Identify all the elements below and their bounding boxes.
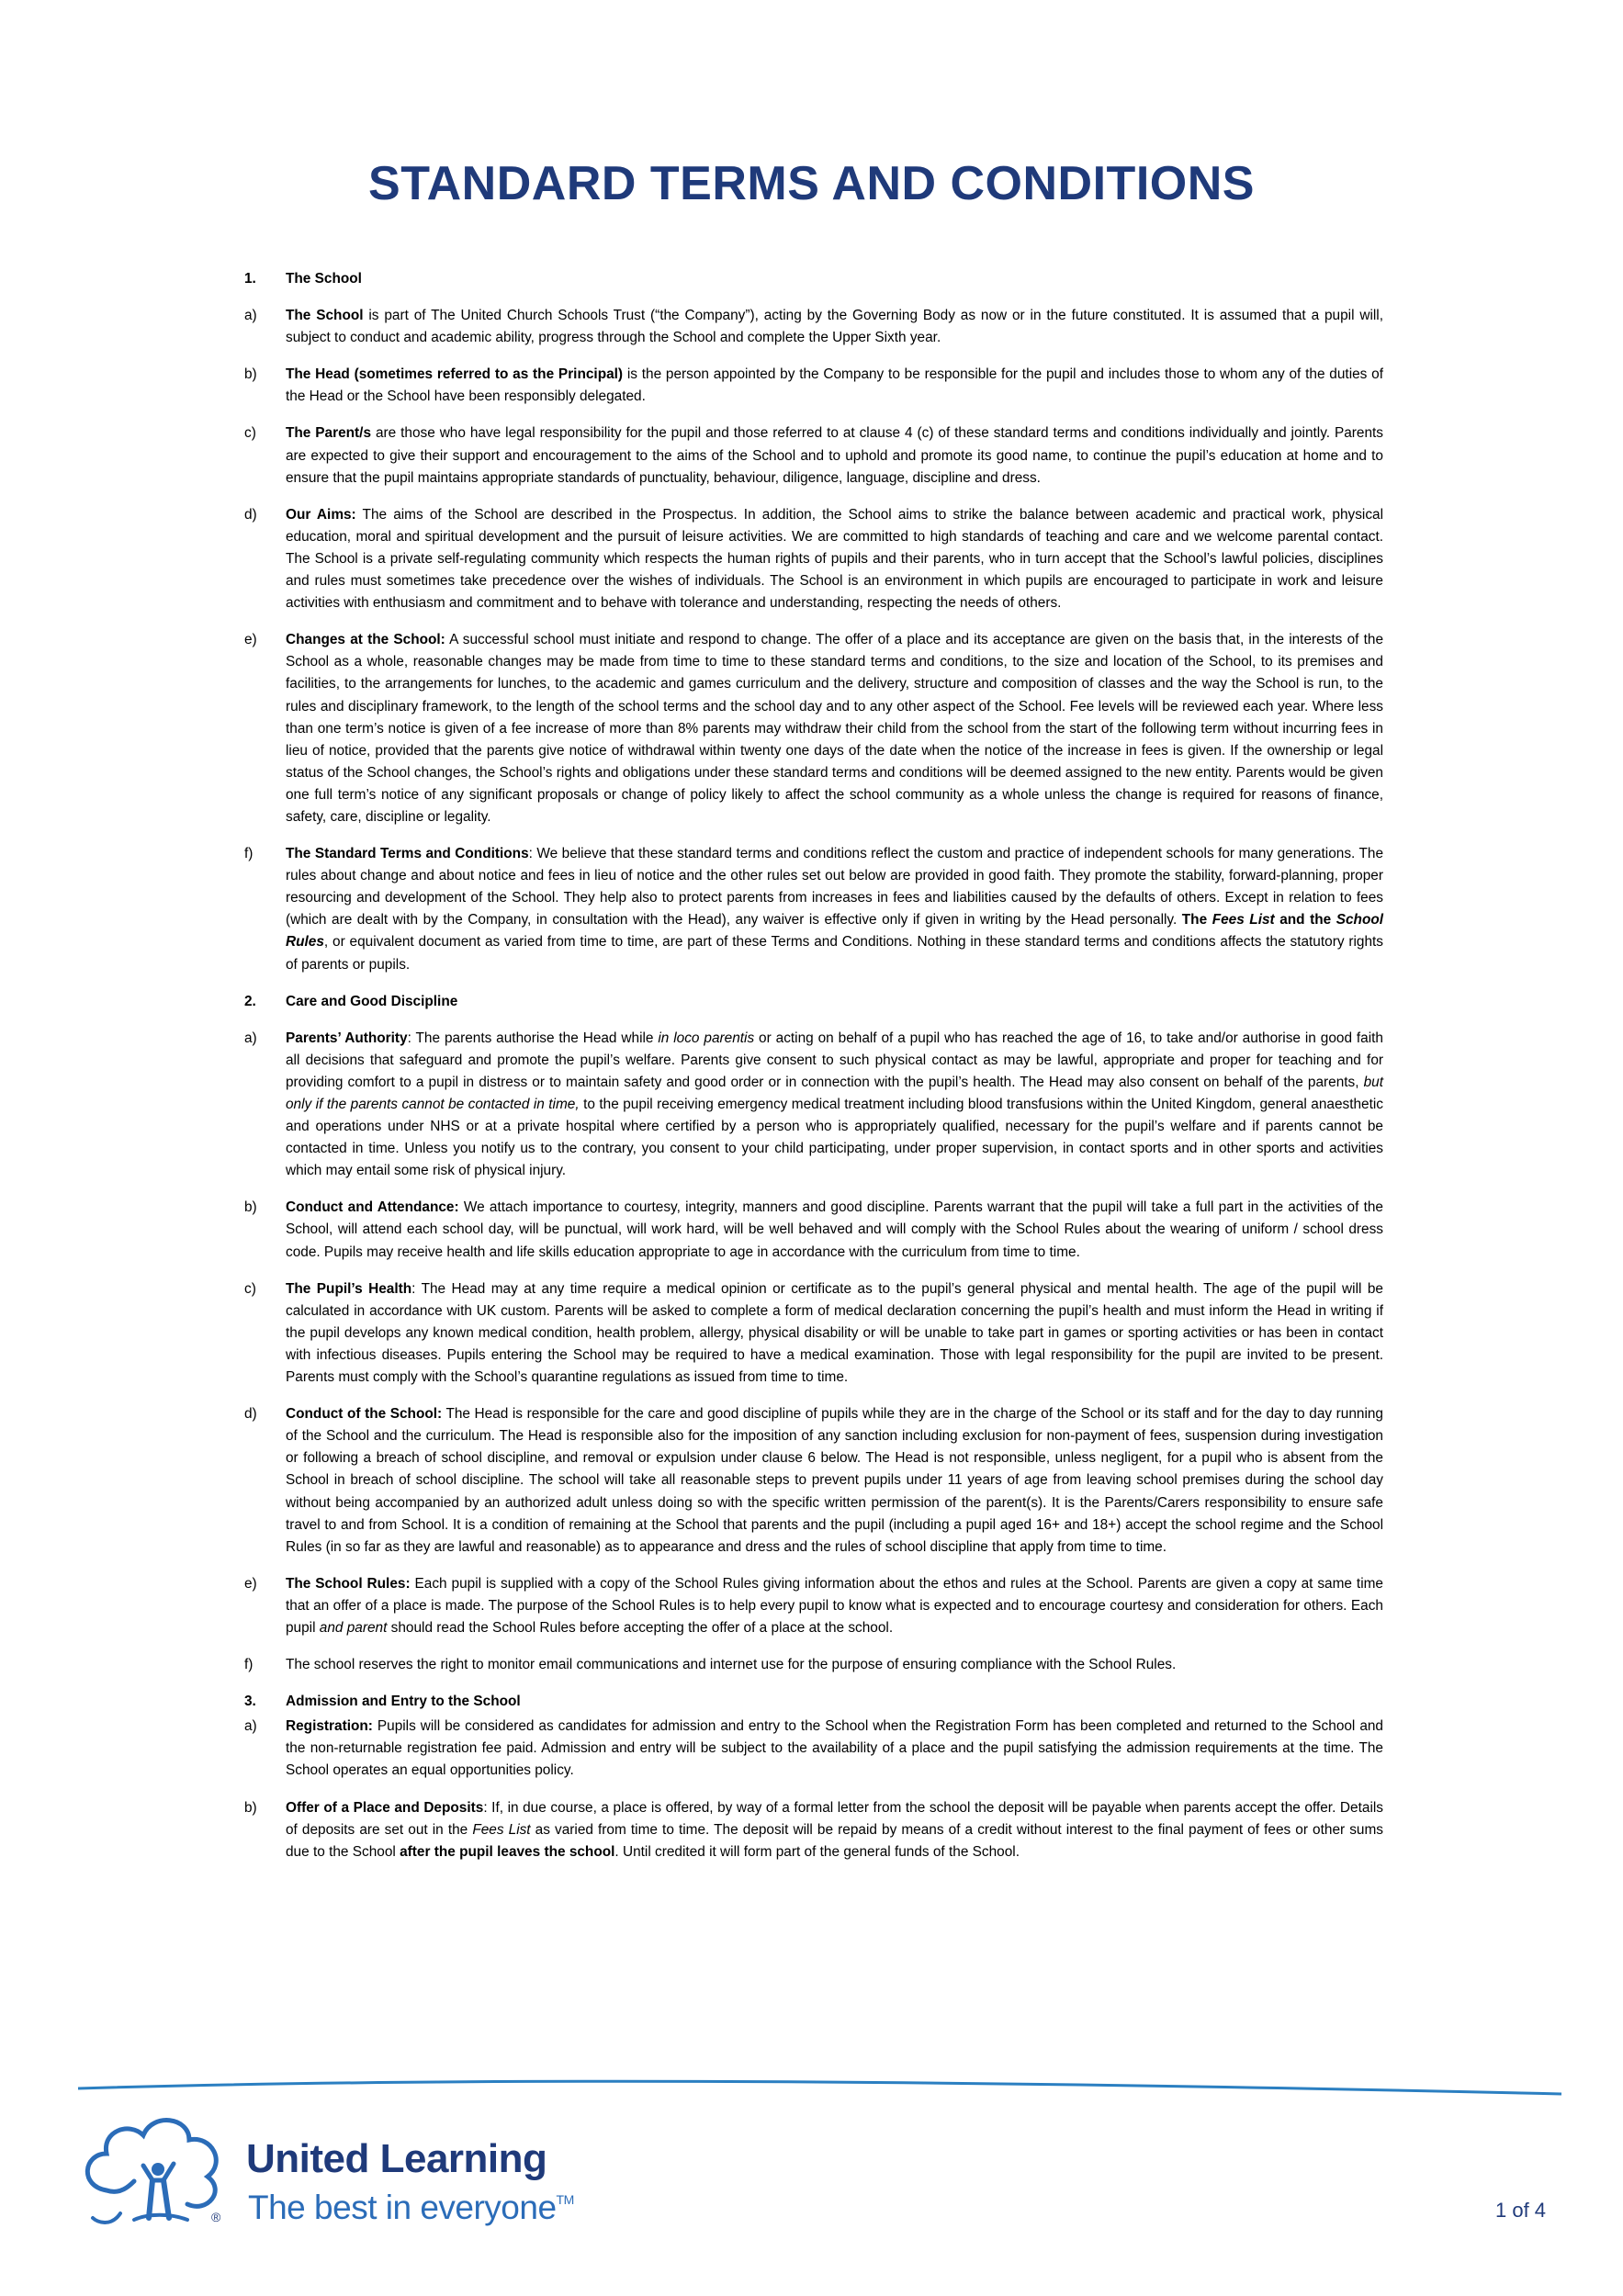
clause-emphasis: but only if the parents cannot be contacted in time, bbox=[286, 1074, 1383, 1112]
clause-label: f) bbox=[244, 846, 254, 862]
clause-body: : We believe that these standard terms and conditions reflect the custom and practice of independent schools for many generations. The rules about change and about notice and fees in lieu of notice and the other rules set out below are provided in good faith. They promote the stability, forward-planning, proper resourcing and development of the School. They help also to protect parents from increases in fees and liabilities caused by the defaults of others. Except in relation to fees (which are dealt with by the Company, in consultation with the Head), any waiver is effective only if given in writing by the Head personally. bbox=[286, 846, 1383, 929]
clause-term: The Standard Terms and Conditions bbox=[286, 846, 529, 862]
clause-1d bbox=[244, 504, 1383, 614]
clause-label: f) bbox=[244, 1657, 254, 1673]
clause-text bbox=[286, 1797, 1383, 1863]
clause-2b bbox=[244, 1197, 1383, 1263]
clause-text bbox=[286, 1278, 1383, 1389]
clause-3a bbox=[244, 1716, 1383, 1782]
clause-body: : The parents authorise the Head while bbox=[407, 1030, 659, 1046]
terms-body bbox=[244, 268, 1383, 1878]
clause-label: e) bbox=[244, 632, 257, 648]
clause-2a bbox=[244, 1028, 1383, 1183]
clause-text bbox=[286, 1028, 1383, 1183]
clause-term: Parents’ Authority bbox=[286, 1030, 408, 1046]
clause-label: d) bbox=[244, 506, 257, 523]
clause-1c bbox=[244, 422, 1383, 489]
section-3-heading bbox=[244, 1691, 1383, 1713]
document-title: STANDARD TERMS AND CONDITIONS bbox=[368, 157, 1255, 210]
clause-body: : The Head may at any time require a medical opinion or certificate as to the pupil’s general physical and mental health. The age of the pupil will be calculated in accordance with UK custom. Parents will be asked to complete a form of medical declaration concerning the pupil’s health and must inform the Head in writing if the pupil develops any known medical condition, health problem, allergy, physical disability or will be unable to take part in games or sporting activities or has been in contact with infectious diseases. Pupils entering the School may be required to have a medical examination. Those with legal responsibility for the pupil are invited to be present. Parents must comply with the School’s quarantine regulations as issued from time to time. bbox=[286, 1280, 1383, 1386]
clause-label: b) bbox=[244, 366, 257, 383]
clause-emphasis: after the pupil leaves the school bbox=[400, 1843, 615, 1860]
clause-label: a) bbox=[244, 308, 257, 324]
clause-body: should read the School Rules before accepting the offer of a place at the school. bbox=[387, 1619, 894, 1636]
clause-text bbox=[286, 364, 1383, 408]
clause-1b bbox=[244, 364, 1383, 408]
clause-text bbox=[286, 1403, 1383, 1559]
section-number: 1. bbox=[244, 271, 256, 287]
section-number: 2. bbox=[244, 993, 256, 1009]
clause-body: A successful school must initiate and respond to change. The offer of a place and its acceptance are given on the basis that, in the interests of the School as a whole, reasonable changes may be made from time to time to these standard terms and conditions, to the size and location of the School, to its premises and facilities, to the arrangements for lunches, to the academic and games curriculum and the delivery, structure and composition of classes and the way the School is run, to the rules and disciplinary framework, to the length of the school terms and the school day and to any other aspect of the School. Fee levels will be reviewed each year. Where less than one term’s notice is given of a fee increase of more than 8% parents may withdraw their child from the school from the start of the following term without incurring fees in lieu of notice, provided that the parents give notice of withdrawal within twenty one days of the date when the notice of the increase in fees is given. If the ownership or legal status of the School changes, the School’s rights and obligations under these standard terms and conditions will be deemed assigned to the new entity. Parents would be given one full term’s notice of any significant proposals or change of policy likely to affect the school community as a whole unless the change is required for reasons of finance, safety, care, discipline or legality. bbox=[286, 632, 1384, 825]
clause-text bbox=[286, 843, 1383, 976]
section-title: The School bbox=[286, 271, 362, 287]
clause-text bbox=[286, 629, 1383, 828]
clause-body: . Until credited it will form part of the general funds of the School. bbox=[614, 1843, 1020, 1860]
clause-text bbox=[286, 305, 1383, 349]
clause-text bbox=[286, 1716, 1383, 1782]
clause-emphasis: and parent bbox=[319, 1619, 388, 1636]
clause-term: Offer of a Place and Deposits bbox=[286, 1799, 484, 1816]
clause-emphasis: School Rules bbox=[286, 912, 1384, 951]
clause-text bbox=[286, 1573, 1383, 1639]
clause-body: The Head is responsible for the care and good discipline of pupils while they are in the charge of the School or its staff and for the day to day running of the School and the curriculum. The Head is responsible also for the imposition of any sanction including exclusion for non-payment of fees, suspension during investigation or following a breach of school discipline, and removal or expulsion under clause 6 below. The Head is not responsible, unless negligent, for a pupil who is absent from the School in breach of school discipline. The school will take all reasonable steps to prevent pupils under 11 years of age from leaving school premises during the school day without being accompanied by an authorized adult unless doing so with the specific written permission of the parent(s). It is the Parents/Carers responsibility to ensure safe travel to and from School. It is a condition of remaining at the School that parents and the pupil (including a pupil aged 16+ and 18+) accept the school regime and the School Rules (in so far as they are lawful and reasonable) as to appearance and dress and the rules of school discipline that apply from time to time. bbox=[286, 1406, 1383, 1555]
registered-mark: ® bbox=[211, 2210, 221, 2224]
clause-1f bbox=[244, 843, 1383, 976]
clause-body: are those who have legal responsibility for the pupil and those referred to at clause 4 (c) of these standard terms and conditions individually and jointly. Parents are expected to give their support and encouragement to the aims of the School and to uphold and promote its good name, to continue the pupil’s education at home and to ensure that the pupil maintains appropriate standards of punctuality, behaviour, diligence, language, discipline and dress. bbox=[286, 425, 1384, 486]
clause-term: Conduct and Attendance: bbox=[286, 1199, 459, 1216]
clause-term: Changes at the School: bbox=[286, 632, 445, 648]
brand-tagline bbox=[248, 2189, 574, 2227]
section-title: Care and Good Discipline bbox=[286, 993, 458, 1009]
trademark-mark: TM bbox=[556, 2192, 574, 2207]
clause-body: Each pupil is supplied with a copy of the School Rules giving information about the ethos and rules at the School. Parents are given a copy at same time that an offer of a place is made. The purpose of the School Rules is to help every pupil to know what is expected and to encourage courtesy and consideration for others. Each pupil bbox=[286, 1575, 1383, 1636]
clause-term: The Parent/s bbox=[286, 425, 372, 442]
clause-emphasis: Fees List bbox=[1212, 912, 1275, 929]
clause-body: as varied from time to time. The deposit will be repaid by means of a credit without interest to the final payment of fees or other sums due to the School bbox=[286, 1821, 1383, 1860]
clause-body: to the pupil receiving emergency medical treatment including blood transfusions within the United Kingdom, general anaesthetic and operations under NHS or at a private hospital where certified by a person who is appropriately qualified, necessary for the pupil’s welfare and if parents cannot be contacted in time. Unless you notify us to the contrary, you consent to your child participating, under proper supervision, in contact sports and in other sports and activities which may entail some risk of physical injury. bbox=[286, 1097, 1383, 1179]
section-1-heading bbox=[244, 268, 1383, 290]
brand-tagline-text: The best in everyone bbox=[248, 2189, 557, 2226]
clause-term: The Head (sometimes referred to as the Principal) bbox=[286, 366, 624, 383]
clause-emphasis: in loco parentis bbox=[658, 1030, 755, 1046]
clause-1e bbox=[244, 629, 1383, 828]
clause-3b bbox=[244, 1797, 1383, 1863]
section-title: Admission and Entry to the School bbox=[286, 1694, 521, 1710]
clause-label: e) bbox=[244, 1575, 257, 1592]
clause-2c bbox=[244, 1278, 1383, 1389]
section-2-heading bbox=[244, 991, 1383, 1013]
clause-body: is the person appointed by the Company to be responsible for the pupil and includes those to whom any of the duties of the Head or the School have been responsibly delegated. bbox=[286, 366, 1383, 405]
clause-label: a) bbox=[244, 1030, 257, 1046]
clause-emphasis: Fees List bbox=[472, 1821, 531, 1838]
clause-text bbox=[286, 1197, 1383, 1263]
clause-body: We attach importance to courtesy, integrity, manners and good discipline. Parents warrant that the pupil will take a full part in the activities of the School, will attend each school day, will be punctual, will work hard, will be well behaved and will comply with the School Rules about the wearing of uniform / school dress code. Pupils may receive health and life skills education appropriate to age in accordance with the curriculum from time to time. bbox=[286, 1199, 1383, 1260]
clause-term: The School Rules: bbox=[286, 1575, 411, 1592]
clause-label: d) bbox=[244, 1406, 257, 1423]
clause-label: b) bbox=[244, 1799, 257, 1816]
clause-term: Registration: bbox=[286, 1718, 373, 1735]
clause-term: The School bbox=[286, 308, 364, 324]
footer-swoosh-line bbox=[73, 2068, 1580, 2105]
section-number: 3. bbox=[244, 1694, 256, 1710]
clause-body: Pupils will be considered as candidates for admission and entry to the School when the Registration Form has been completed and returned to the School and the non-returnable registration fee paid. Admission and entry will be subject to the availability of a place and the pupil satisfying the admission requirements at the time. The School operates an equal opportunities policy. bbox=[286, 1718, 1383, 1779]
clause-emphasis: The bbox=[1181, 912, 1212, 929]
clause-label: c) bbox=[244, 425, 256, 442]
clause-2f bbox=[244, 1654, 1383, 1676]
clause-body: , or equivalent document as varied from time to time, are part of these Terms and Conditions. Nothing in these standard terms and conditions affects the statutory rights of parents or pupils. bbox=[286, 934, 1383, 973]
page-number: 1 of 4 bbox=[1495, 2199, 1547, 2222]
clause-1a bbox=[244, 305, 1383, 349]
clause-emphasis: and the bbox=[1274, 912, 1336, 929]
clause-body: The aims of the School are described in the Prospectus. In addition, the School aims to strike the balance between academic and practical work, physical education, moral and spiritual development and the pursuit of leisure activities. We are committed to high standards of teaching and care and we welcome parental contact. The School is a private self-regulating community which respects the human rights of pupils and their parents, who in turn accept that the School’s lawful policies, disciplines and rules must sometimes take precedence over the wishes of individuals. The School is an environment in which pupils are encouraged to participate in work and leisure activities with enthusiasm and commitment and to behave with tolerance and understanding, respecting the needs of others. bbox=[286, 506, 1383, 612]
clause-text bbox=[286, 422, 1383, 489]
clause-label: a) bbox=[244, 1718, 257, 1735]
clause-text bbox=[286, 504, 1383, 614]
clause-label: b) bbox=[244, 1199, 257, 1216]
clause-2e bbox=[244, 1573, 1383, 1639]
clause-term: Conduct of the School: bbox=[286, 1406, 443, 1423]
brand-name: United Learning bbox=[246, 2136, 547, 2181]
clause-body: : If, in due course, a place is offered, by way of a formal letter from the school the deposit will be payable when parents accept the offer. Details of deposits are set out in the bbox=[286, 1799, 1383, 1838]
clause-body: is part of The United Church Schools Trust (“the Company”), acting by the Governing Body as now or in the future constituted. It is assumed that a pupil will, subject to conduct and academic ability, progress through the School and complete the Upper Sixth year. bbox=[286, 308, 1383, 346]
clause-2d bbox=[244, 1403, 1383, 1559]
clause-text: The school reserves the right to monitor email communications and internet use for the purpose of ensuring compliance with the School Rules. bbox=[286, 1657, 1177, 1673]
clause-term: Our Aims: bbox=[286, 506, 356, 523]
clause-label: c) bbox=[244, 1280, 256, 1297]
clause-term: The Pupil’s Health bbox=[286, 1280, 412, 1297]
clause-body: or acting on behalf of a pupil who has reached the age of 16, to take and/or authorise in good faith all decisions that safeguard and promote the pupil’s welfare. Parents give consent to such physical contact as may be lawful, appropriate and proper for teaching and for providing comfort to a pupil in distress or to maintain safety and good order or in connection with the pupil’s health. The Head may also consent on behalf of the parents, bbox=[286, 1030, 1383, 1090]
